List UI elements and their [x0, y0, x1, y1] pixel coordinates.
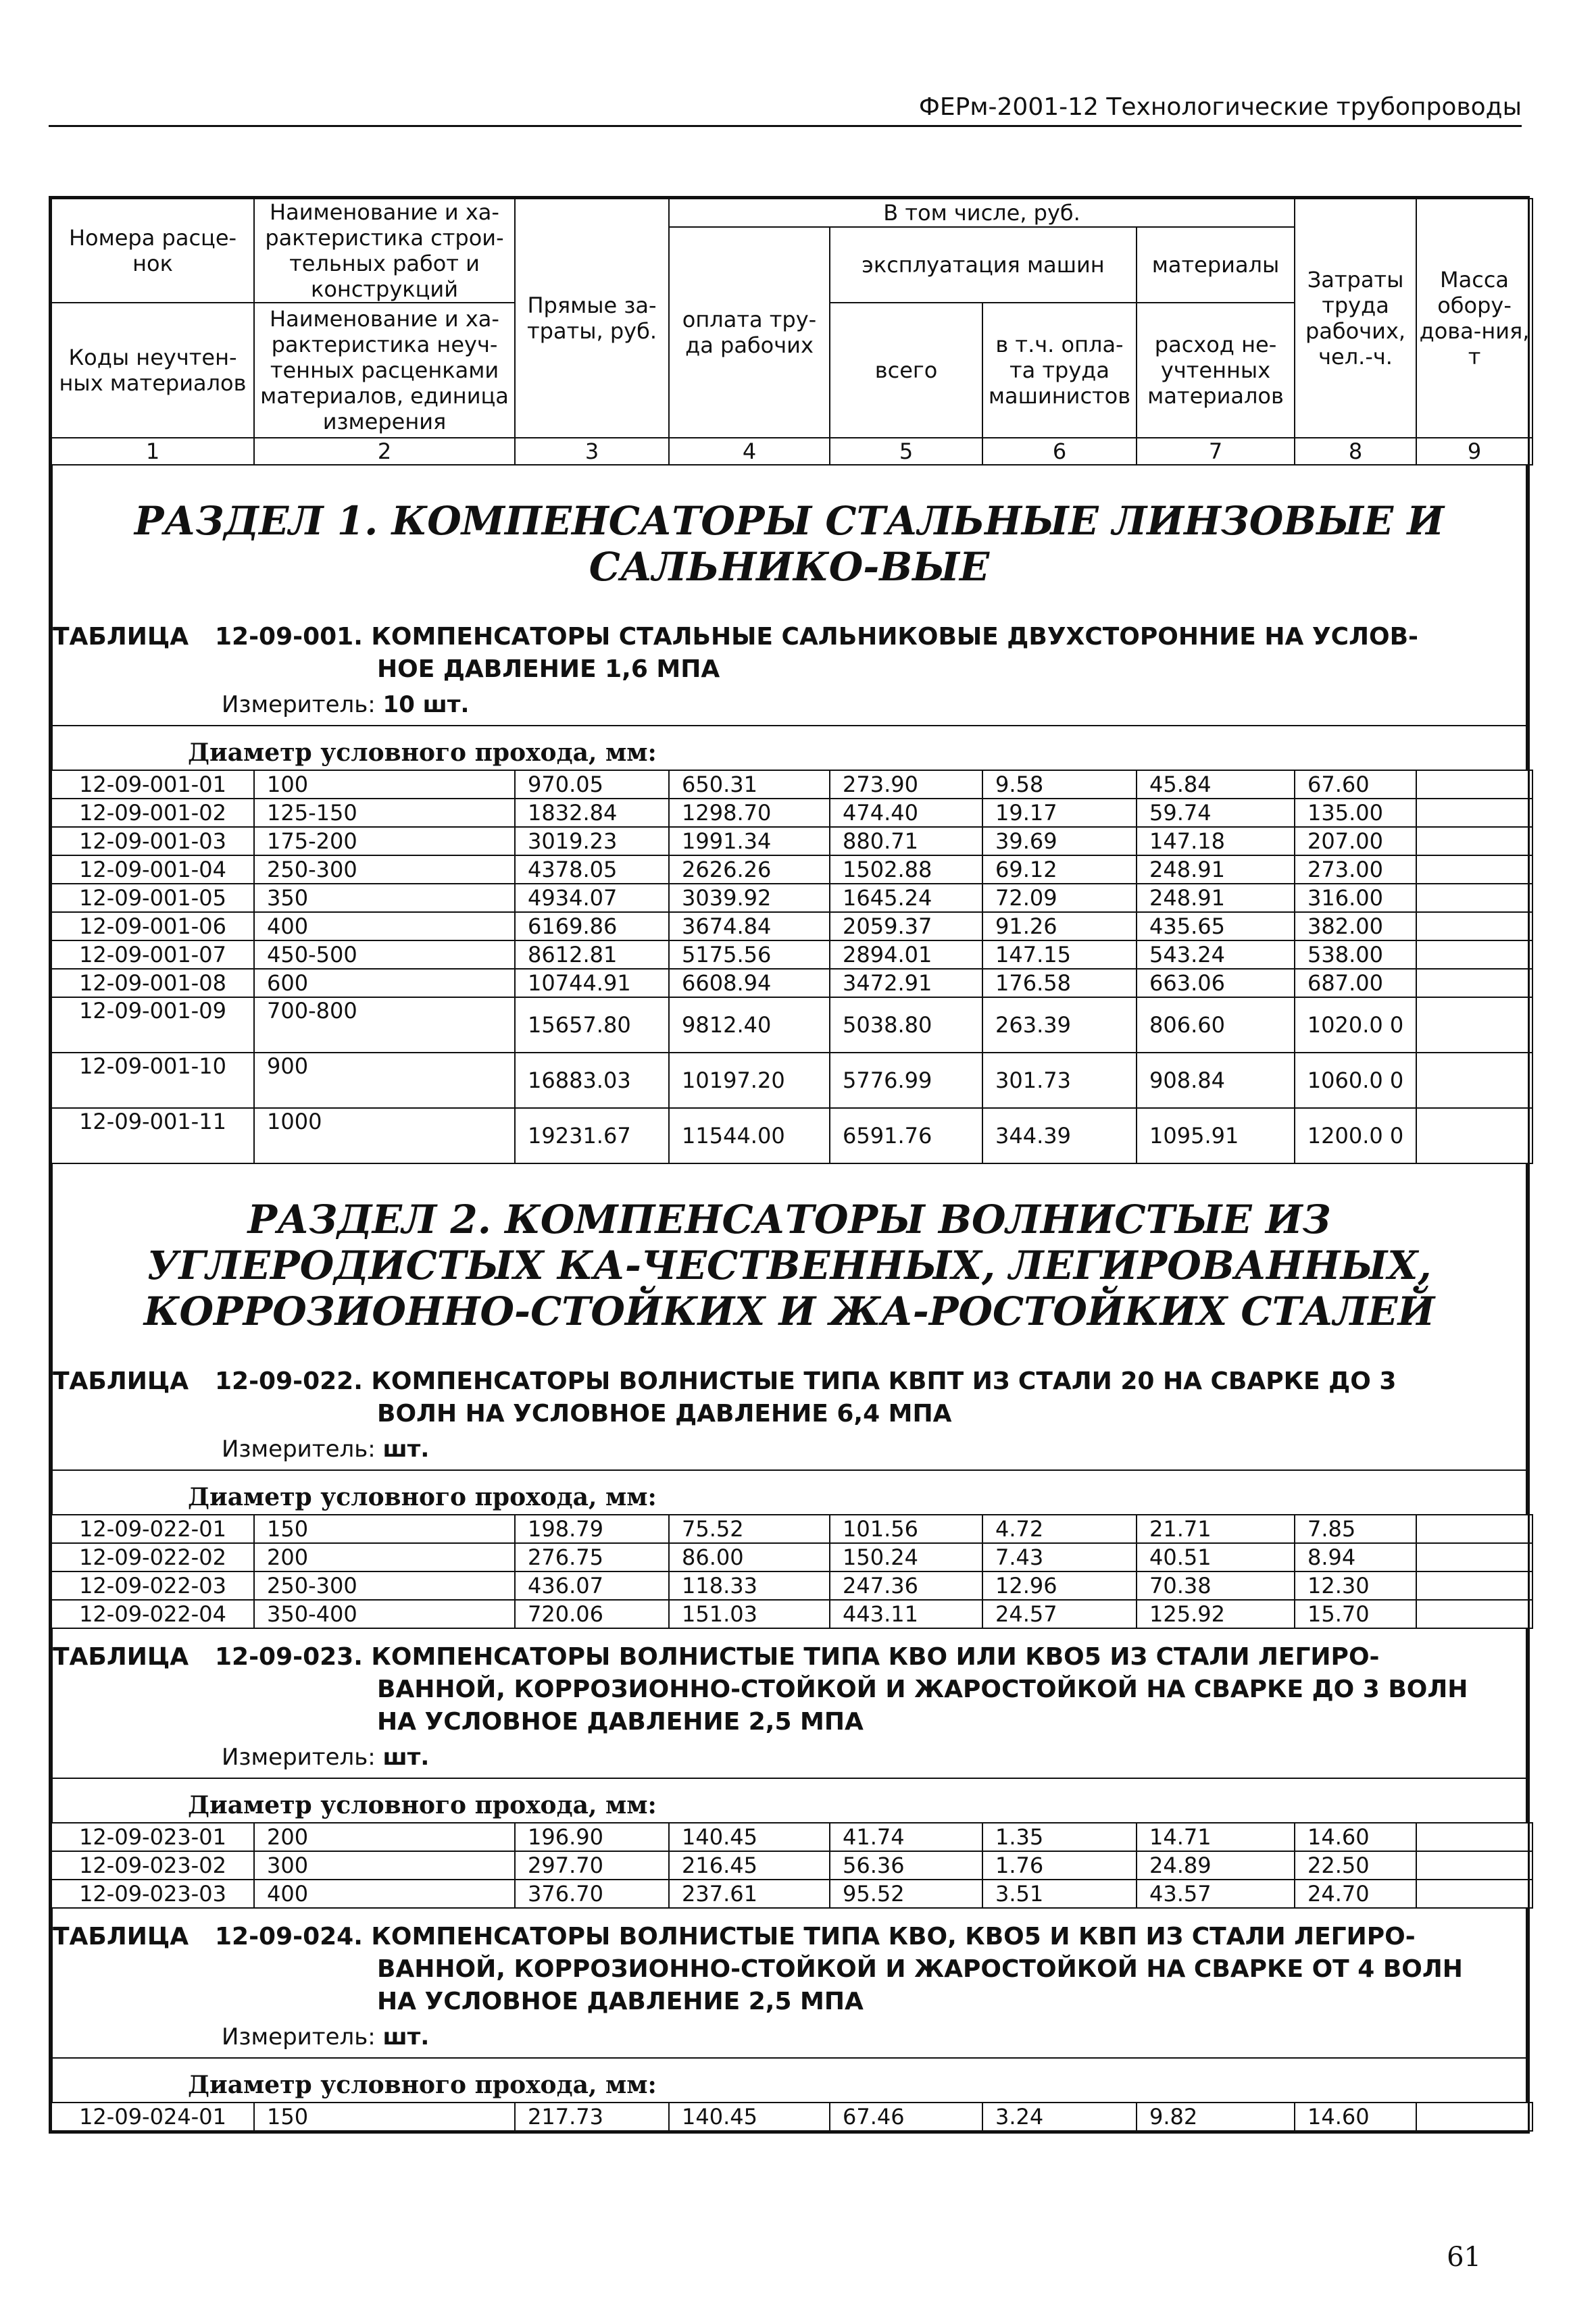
table-cell: 9.82: [1137, 2103, 1295, 2131]
table-cell: 400: [254, 912, 515, 940]
table-cell: [1416, 1600, 1532, 1628]
table-cell: 663.06: [1137, 969, 1295, 997]
table-cell: [1416, 1108, 1532, 1163]
table-cell: [1416, 827, 1532, 855]
table-cell: 436.07: [515, 1571, 669, 1600]
table-cell: 151.03: [669, 1600, 830, 1628]
table-cell: 15.70: [1295, 1600, 1416, 1628]
table-cell: 11544.00: [669, 1108, 830, 1163]
table-cell: 12-09-001-11: [51, 1108, 254, 1163]
table-cell: 273.90: [830, 770, 982, 799]
col-number: 8: [1295, 438, 1416, 465]
table-row: [51, 1108, 1532, 1163]
table-cell: 3.24: [982, 2103, 1137, 2131]
table-cell: 806.60: [1137, 997, 1295, 1053]
table-cell: 12-09-001-07: [51, 940, 254, 969]
table-title: [53, 1353, 1526, 1430]
table-cell: 1502.88: [830, 855, 982, 884]
table-cell: 95.52: [830, 1880, 982, 1908]
table-cell: [1416, 2103, 1532, 2131]
table-cell: 59.74: [1137, 799, 1295, 827]
table-cell: 70.38: [1137, 1571, 1295, 1600]
table-cell: 12-09-022-03: [51, 1571, 254, 1600]
table-cell: 435.65: [1137, 912, 1295, 940]
header-direct-costs: Прямые за-траты, руб.: [515, 199, 669, 438]
table-row: [51, 2103, 1532, 2131]
table-title-rest: НОЕ ДАВЛЕНИЕ 1,6 МПА: [377, 655, 720, 683]
table-row: [51, 940, 1532, 969]
table-cell: [1416, 884, 1532, 912]
measure-unit: [53, 1430, 1526, 1469]
table-cell: 217.73: [515, 2103, 669, 2131]
table-cell: 1832.84: [515, 799, 669, 827]
table-cell: 86.00: [669, 1543, 830, 1571]
table-cell: 4378.05: [515, 855, 669, 884]
table-row: [51, 855, 1532, 884]
rates-table: [51, 770, 1533, 1164]
table-cell: 1.76: [982, 1851, 1137, 1880]
rates-table: [51, 1514, 1533, 1629]
table-cell: 1298.70: [669, 799, 830, 827]
table-row: [51, 1543, 1532, 1571]
table-cell: 118.33: [669, 1571, 830, 1600]
table-cell: 350: [254, 884, 515, 912]
header-machines-total: всего: [830, 303, 982, 438]
table-cell: 12-09-001-06: [51, 912, 254, 940]
table-cell: [1416, 799, 1532, 827]
table-cell: 19231.67: [515, 1108, 669, 1163]
table-row: [51, 1880, 1532, 1908]
table-cell: 101.56: [830, 1515, 982, 1543]
table-cell: 72.09: [982, 884, 1137, 912]
table-cell: 3472.91: [830, 969, 982, 997]
table-cell: 16883.03: [515, 1053, 669, 1108]
table-title-first: 12-09-023. КОМПЕНСАТОРЫ ВОЛНИСТЫЕ ТИПА КВО ИЛИ КВО5 ИЗ СТАЛИ ЛЕГИРО-: [215, 1643, 1380, 1671]
table-cell: 1200.0 0: [1295, 1108, 1416, 1163]
table-cell: 12-09-001-05: [51, 884, 254, 912]
table-cell: 3019.23: [515, 827, 669, 855]
table-block: [51, 1353, 1528, 1514]
table-cell: 125-150: [254, 799, 515, 827]
diameter-heading: Диаметр условного прохода, мм:: [53, 1778, 1526, 1822]
diameter-heading: Диаметр условного прохода, мм:: [53, 2057, 1526, 2102]
table-cell: 6591.76: [830, 1108, 982, 1163]
table-cell: 207.00: [1295, 827, 1416, 855]
column-header: [51, 198, 1533, 466]
table-cell: 67.60: [1295, 770, 1416, 799]
table-cell: 687.00: [1295, 969, 1416, 997]
measure-unit: [53, 686, 1526, 725]
table-cell: 45.84: [1137, 770, 1295, 799]
table-cell: 200: [254, 1543, 515, 1571]
table-cell: 2059.37: [830, 912, 982, 940]
table-cell: 67.46: [830, 2103, 982, 2131]
table-cell: 720.06: [515, 1600, 669, 1628]
column-numbers: [51, 438, 1532, 465]
table-cell: 15657.80: [515, 997, 669, 1053]
table-cell: [1416, 1571, 1532, 1600]
running-header: ФЕРм-2001-12 Технологические трубопроводы: [49, 93, 1522, 127]
table-cell: 6608.94: [669, 969, 830, 997]
measure-value: шт.: [382, 2023, 430, 2051]
measure-value: 10 шт.: [382, 691, 470, 718]
table-cell: 100: [254, 770, 515, 799]
table-cell: 10744.91: [515, 969, 669, 997]
section-title: РАЗДЕЛ 2. КОМПЕНСАТОРЫ ВОЛНИСТЫЕ ИЗ УГЛЕРОДИСТЫХ КА-ЧЕСТВЕННЫХ, ЛЕГИРОВАННЫХ, КОРРОЗИОННО-СТОЙКИХ И ЖА-РОСТОЙКИХ СТАЛЕЙ: [51, 1164, 1528, 1353]
col-number: 9: [1416, 438, 1532, 465]
table-cell: 14.60: [1295, 1823, 1416, 1851]
table-cell: 2894.01: [830, 940, 982, 969]
table-cell: 12-09-023-02: [51, 1851, 254, 1880]
table-cell: 40.51: [1137, 1543, 1295, 1571]
table-row: [51, 969, 1532, 997]
table-cell: 216.45: [669, 1851, 830, 1880]
table-cell: 237.61: [669, 1880, 830, 1908]
measure-label: Измеритель:: [222, 2023, 376, 2051]
table-cell: 1000: [254, 1108, 515, 1163]
diameter-heading: Диаметр условного прохода, мм:: [53, 1469, 1526, 1514]
table-cell: 543.24: [1137, 940, 1295, 969]
table-cell: 12-09-001-03: [51, 827, 254, 855]
table-row: [51, 884, 1532, 912]
table-cell: 147.18: [1137, 827, 1295, 855]
table-cell: 908.84: [1137, 1053, 1295, 1108]
table-bottom-border: [51, 2132, 1528, 2134]
measure-value: шт.: [382, 1436, 430, 1463]
col-number: 3: [515, 438, 669, 465]
table-cell: 1645.24: [830, 884, 982, 912]
table-cell: 12-09-001-09: [51, 997, 254, 1053]
table-row: [51, 1053, 1532, 1108]
table-cell: 247.36: [830, 1571, 982, 1600]
table-title-rest: ВАННОЙ, КОРРОЗИОННО-СТОЙКОЙ И ЖАРОСТОЙКОЙ НА СВАРКЕ ДО 3 ВОЛН НА УСЛОВНОЕ ДАВЛЕНИЕ 2,5 МПА: [377, 1676, 1468, 1736]
section-title: РАЗДЕЛ 1. КОМПЕНСАТОРЫ СТАЛЬНЫЕ ЛИНЗОВЫЕ И САЛЬНИКО-ВЫЕ: [51, 466, 1528, 609]
col-number: 4: [669, 438, 830, 465]
table-cell: 39.69: [982, 827, 1137, 855]
table-label: ТАБЛИЦА: [53, 1367, 189, 1395]
col-number: 5: [830, 438, 982, 465]
table-cell: 41.74: [830, 1823, 982, 1851]
table-cell: 1020.0 0: [1295, 997, 1416, 1053]
table-cell: 3.51: [982, 1880, 1137, 1908]
table-cell: 248.91: [1137, 884, 1295, 912]
table-cell: 69.12: [982, 855, 1137, 884]
table-label: ТАБЛИЦА: [53, 1643, 189, 1671]
table-row: [51, 1851, 1532, 1880]
table-cell: 24.89: [1137, 1851, 1295, 1880]
table-cell: 538.00: [1295, 940, 1416, 969]
table-cell: 344.39: [982, 1108, 1137, 1163]
table-cell: [1416, 1515, 1532, 1543]
rates-table: [51, 1822, 1533, 1909]
document-table: [49, 196, 1530, 2134]
table-row: [51, 912, 1532, 940]
table-row: [51, 997, 1532, 1053]
table-cell: 147.15: [982, 940, 1137, 969]
table-cell: 7.85: [1295, 1515, 1416, 1543]
table-cell: 263.39: [982, 997, 1137, 1053]
table-cell: 316.00: [1295, 884, 1416, 912]
table-cell: 12-09-001-04: [51, 855, 254, 884]
table-row: [51, 1600, 1532, 1628]
table-cell: 22.50: [1295, 1851, 1416, 1880]
table-cell: 24.70: [1295, 1880, 1416, 1908]
table-row: [51, 799, 1532, 827]
table-cell: 12.96: [982, 1571, 1137, 1600]
table-cell: 140.45: [669, 1823, 830, 1851]
header-materials: материалы: [1137, 227, 1295, 303]
table-cell: 450-500: [254, 940, 515, 969]
table-cell: 1060.0 0: [1295, 1053, 1416, 1108]
table-cell: 301.73: [982, 1053, 1137, 1108]
table-cell: [1416, 855, 1532, 884]
table-title-rest: ВОЛН НА УСЛОВНОЕ ДАВЛЕНИЕ 6,4 МПА: [377, 1400, 952, 1428]
table-cell: 24.57: [982, 1600, 1137, 1628]
header-rate-number: Номера расце-нок: [51, 199, 254, 303]
diameter-heading: Диаметр условного прохода, мм:: [53, 725, 1526, 770]
table-cell: 5038.80: [830, 997, 982, 1053]
measure-unit: [53, 2018, 1526, 2057]
header-equipment-mass: Масса обору-дова-ния, т: [1416, 199, 1532, 438]
page-number: 61: [1447, 2242, 1481, 2273]
rates-table: [51, 2102, 1533, 2132]
table-cell: 650.31: [669, 770, 830, 799]
table-cell: 12-09-023-03: [51, 1880, 254, 1908]
measure-label: Измеритель:: [222, 1436, 376, 1463]
table-cell: 3674.84: [669, 912, 830, 940]
table-cell: 400: [254, 1880, 515, 1908]
table-cell: 8.94: [1295, 1543, 1416, 1571]
table-cell: [1416, 1851, 1532, 1880]
measure-label: Измеритель:: [222, 1744, 376, 1771]
table-cell: 12.30: [1295, 1571, 1416, 1600]
table-cell: 56.36: [830, 1851, 982, 1880]
table-cell: 276.75: [515, 1543, 669, 1571]
table-cell: 5776.99: [830, 1053, 982, 1108]
table-cell: 6169.86: [515, 912, 669, 940]
table-cell: 175-200: [254, 827, 515, 855]
table-row: [51, 770, 1532, 799]
table-cell: 250-300: [254, 1571, 515, 1600]
header-group-including: В том числе, руб.: [669, 199, 1295, 227]
table-cell: [1416, 997, 1532, 1053]
table-title: [53, 1909, 1526, 2018]
table-cell: 382.00: [1295, 912, 1416, 940]
table-cell: 14.60: [1295, 2103, 1416, 2131]
measure-value: шт.: [382, 1744, 430, 1771]
table-cell: 700-800: [254, 997, 515, 1053]
table-cell: 12-09-001-02: [51, 799, 254, 827]
header-machinist-pay: в т.ч. опла-та труда машинистов: [982, 303, 1137, 438]
table-cell: [1416, 940, 1532, 969]
table-cell: 140.45: [669, 2103, 830, 2131]
table-cell: 12-09-023-01: [51, 1823, 254, 1851]
table-cell: [1416, 1543, 1532, 1571]
table-cell: 273.00: [1295, 855, 1416, 884]
table-label: ТАБЛИЦА: [53, 1923, 189, 1951]
table-cell: 10197.20: [669, 1053, 830, 1108]
table-cell: 12-09-001-01: [51, 770, 254, 799]
table-cell: 1095.91: [1137, 1108, 1295, 1163]
table-cell: 3039.92: [669, 884, 830, 912]
table-row: [51, 1823, 1532, 1851]
table-title-first: 12-09-001. КОМПЕНСАТОРЫ СТАЛЬНЫЕ САЛЬНИКОВЫЕ ДВУХСТОРОННИЕ НА УСЛОВ-: [215, 623, 1418, 651]
header-worker-pay: оплата тру-да рабочих: [669, 227, 830, 438]
measure-label: Измеритель:: [222, 691, 376, 718]
table-cell: 970.05: [515, 770, 669, 799]
table-title: [53, 1629, 1526, 1738]
table-cell: 1991.34: [669, 827, 830, 855]
header-machines: эксплуатация машин: [830, 227, 1137, 303]
header-material-name: Наименование и ха-рактеристика неуч-тенных расценками материалов, единица измерения: [254, 303, 515, 438]
table-title-first: 12-09-024. КОМПЕНСАТОРЫ ВОЛНИСТЫЕ ТИПА КВО, КВО5 И КВП ИЗ СТАЛИ ЛЕГИРО-: [215, 1923, 1416, 1951]
table-cell: 297.70: [515, 1851, 669, 1880]
table-cell: 350-400: [254, 1600, 515, 1628]
table-cell: 150.24: [830, 1543, 982, 1571]
table-cell: 474.40: [830, 799, 982, 827]
col-number: 7: [1137, 438, 1295, 465]
header-material-usage: расход не-учтенных материалов: [1137, 303, 1295, 438]
table-block: [51, 1909, 1528, 2102]
table-cell: 2626.26: [669, 855, 830, 884]
table-cell: 12-09-022-02: [51, 1543, 254, 1571]
table-cell: 196.90: [515, 1823, 669, 1851]
table-row: [51, 1515, 1532, 1543]
table-cell: 5175.56: [669, 940, 830, 969]
table-cell: 21.71: [1137, 1515, 1295, 1543]
table-title: [53, 609, 1526, 686]
table-cell: 8612.81: [515, 940, 669, 969]
table-cell: [1416, 912, 1532, 940]
table-cell: 443.11: [830, 1600, 982, 1628]
header-labor-costs: Затраты труда рабочих, чел.-ч.: [1295, 199, 1416, 438]
table-block: [51, 609, 1528, 770]
table-cell: 1.35: [982, 1823, 1137, 1851]
table-cell: 9.58: [982, 770, 1137, 799]
table-cell: 880.71: [830, 827, 982, 855]
table-cell: 19.17: [982, 799, 1137, 827]
table-cell: 43.57: [1137, 1880, 1295, 1908]
header-material-codes: Коды неучтен-ных материалов: [51, 303, 254, 438]
table-cell: 12-09-024-01: [51, 2103, 254, 2131]
table-cell: [1416, 770, 1532, 799]
col-number: 2: [254, 438, 515, 465]
measure-unit: [53, 1738, 1526, 1778]
table-cell: 176.58: [982, 969, 1137, 997]
table-row: [51, 1571, 1532, 1600]
table-cell: 150: [254, 2103, 515, 2131]
table-cell: 4.72: [982, 1515, 1137, 1543]
sections: [51, 466, 1528, 2134]
table-title-first: 12-09-022. КОМПЕНСАТОРЫ ВОЛНИСТЫЕ ТИПА КВПТ ИЗ СТАЛИ 20 НА СВАРКЕ ДО 3: [215, 1367, 1397, 1395]
table-cell: 250-300: [254, 855, 515, 884]
table-cell: 248.91: [1137, 855, 1295, 884]
table-cell: 198.79: [515, 1515, 669, 1543]
table-cell: 150: [254, 1515, 515, 1543]
table-cell: [1416, 969, 1532, 997]
table-cell: 900: [254, 1053, 515, 1108]
table-block: [51, 1629, 1528, 1822]
table-cell: 14.71: [1137, 1823, 1295, 1851]
header-work-name: Наименование и ха-рактеристика строи-тельных работ и конструкций: [254, 199, 515, 303]
table-cell: 376.70: [515, 1880, 669, 1908]
table-title-rest: ВАННОЙ, КОРРОЗИОННО-СТОЙКОЙ И ЖАРОСТОЙКОЙ НА СВАРКЕ ОТ 4 ВОЛН НА УСЛОВНОЕ ДАВЛЕНИЕ 2,5 МПА: [377, 1955, 1463, 2015]
table-cell: 7.43: [982, 1543, 1137, 1571]
table-cell: 9812.40: [669, 997, 830, 1053]
col-number: 1: [51, 438, 254, 465]
table-cell: 600: [254, 969, 515, 997]
table-cell: 75.52: [669, 1515, 830, 1543]
table-cell: 12-09-022-01: [51, 1515, 254, 1543]
table-cell: 300: [254, 1851, 515, 1880]
table-label: ТАБЛИЦА: [53, 623, 189, 651]
table-cell: 12-09-001-08: [51, 969, 254, 997]
table-row: [51, 827, 1532, 855]
table-cell: [1416, 1823, 1532, 1851]
table-cell: 200: [254, 1823, 515, 1851]
table-cell: 12-09-001-10: [51, 1053, 254, 1108]
table-cell: 125.92: [1137, 1600, 1295, 1628]
table-cell: [1416, 1880, 1532, 1908]
table-cell: 135.00: [1295, 799, 1416, 827]
table-cell: 12-09-022-04: [51, 1600, 254, 1628]
table-cell: 91.26: [982, 912, 1137, 940]
table-cell: [1416, 1053, 1532, 1108]
table-cell: 4934.07: [515, 884, 669, 912]
col-number: 6: [982, 438, 1137, 465]
